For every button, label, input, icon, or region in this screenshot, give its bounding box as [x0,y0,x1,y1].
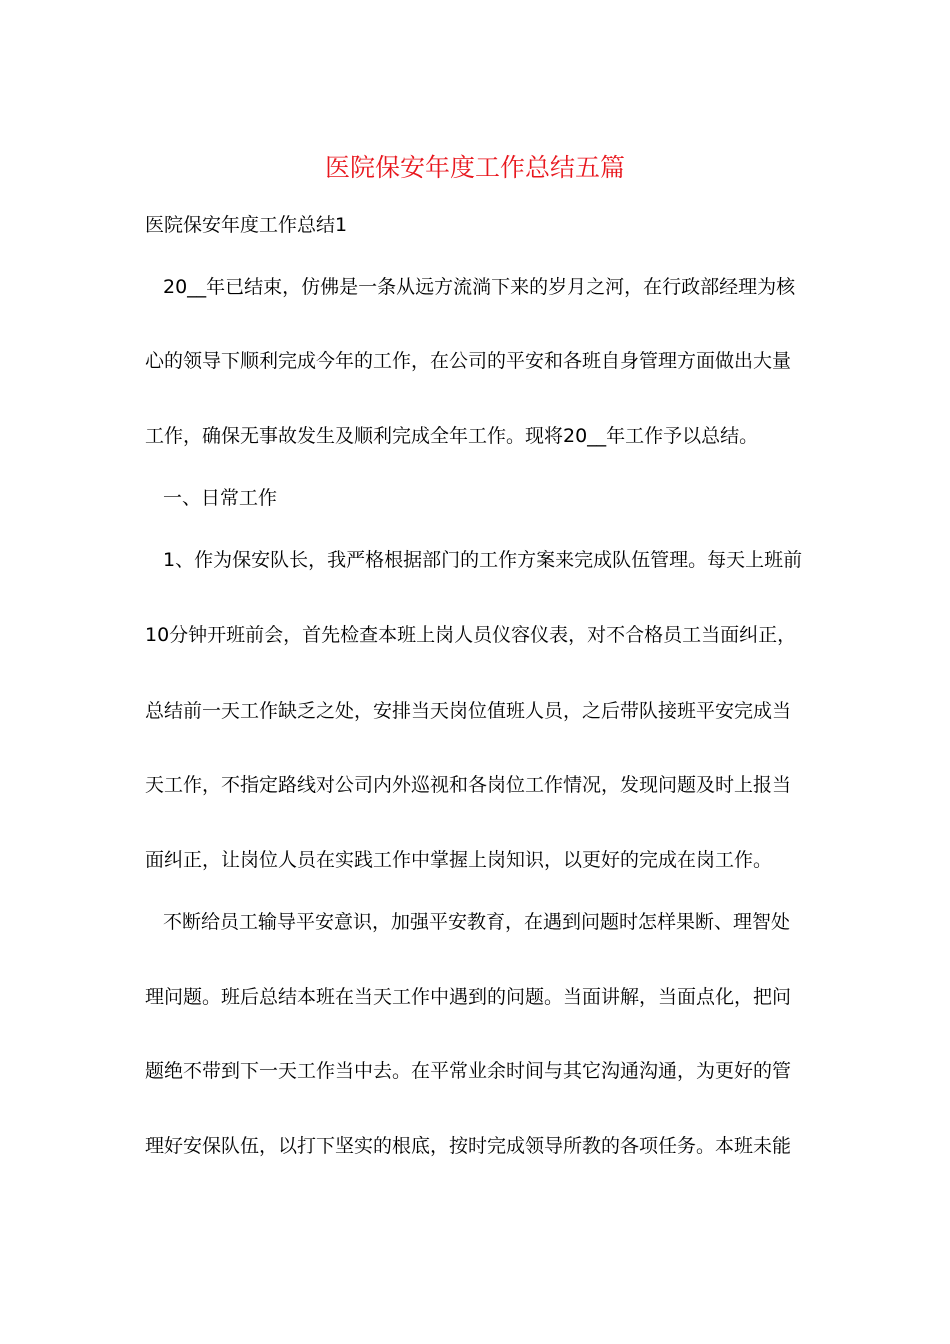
document-title: 医院保安年度工作总结五篇 [324,153,625,182]
paragraph-line: 不断给员工输导平安意识，加强平安教育，在遇到问题时怎样果断、理智处 [163,911,791,933]
paragraph-line: 面纠正，让岗位人员在实践工作中掌握上岗知识，以更好的完成在岗工作。 [145,849,773,871]
paragraph-line: 工作，确保无事故发生及顺利完成全年工作。现将20__年工作予以总结。 [145,425,759,447]
paragraph-line: 理好安保队伍，以打下坚实的根底，按时完成领导所教的各项任务。本班未能 [145,1135,792,1157]
paragraph-line: 总结前一天工作缺乏之处，安排当天岗位值班人员，之后带队接班平安完成当 [145,700,792,722]
paragraph-line: 10分钟开班前会，首先检查本班上岗人员仪容仪表，对不合格员工当面纠正， [145,624,797,646]
section-heading: 医院保安年度工作总结1 [145,214,348,236]
paragraph-line: 理问题。班后总结本班在当天工作中遇到的问题。当面讲解，当面点化，把问 [145,986,792,1008]
paragraph-line: 天工作，不指定路线对公司内外巡视和各岗位工作情况，发现问题及时上报当 [145,774,792,796]
paragraph-line: 心的领导下顺利完成今年的工作，在公司的平安和各班自身管理方面做出大量 [145,350,792,372]
paragraph-line: 题绝不带到下一天工作当中去。在平常业余时间与其它沟通沟通，为更好的管 [145,1060,792,1082]
paragraph-line: 20__年已结束，仿佛是一条从远方流淌下来的岁月之河，在行政部经理为核 [163,276,796,298]
subsection-heading: 一、日常工作 [163,487,278,509]
paragraph-line: 1、作为保安队长，我严格根据部门的工作方案来完成队伍管理。每天上班前 [163,549,803,571]
